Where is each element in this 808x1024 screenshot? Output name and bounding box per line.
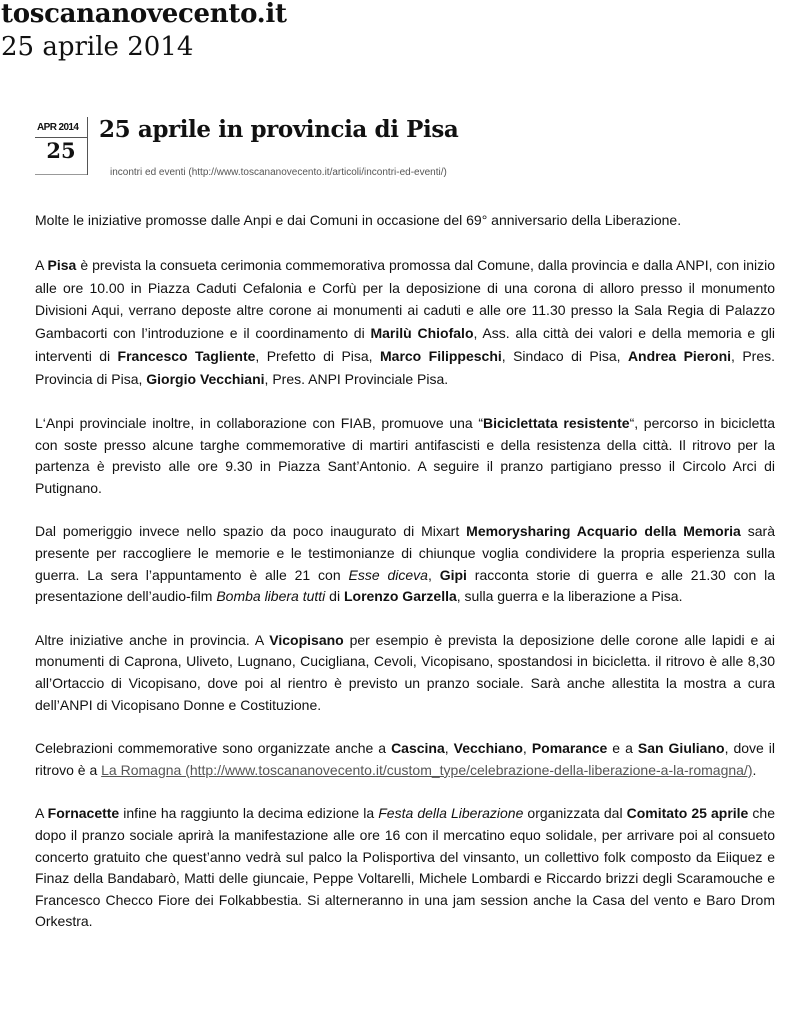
bold-text: Lorenzo Garzella <box>343 588 457 605</box>
paragraph-pisa <box>35 254 775 391</box>
italic-text: Esse diceva <box>348 566 428 583</box>
bold-text: Pisa <box>47 256 77 273</box>
badge-day: 25 <box>46 138 76 163</box>
text-run: , dove il ritrovo è a <box>35 740 776 778</box>
text-run: Altre iniziative anche in provincia. A <box>35 631 270 648</box>
article-link[interactable]: La Romagna (http://www.toscananovecento.it/custom_type/celebrazione-della-liberazione-a-la-romagna/) <box>101 761 753 778</box>
text-run: . <box>752 761 757 778</box>
text-run: è prevista la consueta cerimonia commemorativa promossa dal Comune, dalla provincia e dalla ANPI, con inizio alle ore 10.00 in Piazza Caduti Cefalonia e Corfù per la deposizione di una corona di alloro presso il monumento Divisioni Aqui, verrano deposte altre corone ai monumenti ai caduti e alle ore 11.30 presso la Sala Regia di Palazzo Gambacorti con l’introduzione e il coordinamento di <box>35 256 775 342</box>
paragraph-celebrazioni <box>35 738 775 781</box>
bold-text: Andrea Pieroni <box>627 348 732 365</box>
text-run: , Sindaco di Pisa, <box>501 348 628 365</box>
text-run: , Pres. Provincia di Pisa, <box>35 348 776 388</box>
bold-text: Gipi <box>439 566 467 583</box>
text-run: , Pres. ANPI Provinciale Pisa. <box>264 371 449 388</box>
text-run: Molte le iniziative promosse dalle Anpi e dai Comuni in occasione del 69° anniversario della Liberazione. <box>35 212 682 228</box>
italic-text: Festa della Liberazione <box>378 805 524 822</box>
italic-text: Bomba libera tutti <box>216 588 326 605</box>
paragraph-fornacette <box>35 803 775 933</box>
bold-text: Fornacette <box>47 805 120 822</box>
paragraph-vicopisano <box>35 630 775 716</box>
text-run: , Ass. alla città dei valori e della memoria e gli interventi di <box>35 325 775 365</box>
bold-text: Marco Filippeschi <box>380 348 502 365</box>
text-run: e a <box>607 740 638 757</box>
text-run: per esempio è prevista la deposizione delle corone alle lapidi e ai monumenti di Caprona, Uliveto, Lugnano, Cucigliana, Cevoli, Vicopisano, spostandosi in bicicletta. il ritrovo è alle 8,30 all’Ortaccio di Vicopisano, dove poi al rientro è previsto un pranzo sociale. Sarà anche allestita la mostra a cura dell’ANPI di Vicopisano Donne e Costituzione. <box>35 631 775 713</box>
text-run: di <box>325 588 344 605</box>
article-title: 25 aprile in provincia di Pisa <box>99 116 459 143</box>
bold-text: Vecchiano <box>453 740 523 757</box>
text-run: , <box>427 566 440 583</box>
text-run: che dopo il pranzo sociale aprirà la manifestazione alle ore 16 con il mercatino equo solidale, per arrivare poi al consueto concerto gratuito che quest’anno vedrà sul palco la Polisportiva del vinsanto, un collettivo folk composto da Eiiquez e Finaz della Bandabarò, Matti delle giuncaie, Peppe Voltarelli, Michele Lombardi e Riccardo brizzi degli Scaramouche e Francesco Checco Fiore dei Folkabbestia. Si alterneranno in una jam session anche la Casa del vento e Baro Drom Orkestra. <box>35 805 775 930</box>
bold-text: Giorgio Vecchiani <box>146 371 265 388</box>
article-category[interactable]: incontri ed eventi (http://www.toscananovecento.it/articoli/incontri-ed-eventi/) <box>110 167 447 178</box>
text-run: A <box>35 805 48 822</box>
bold-text: Marilù Chiofalo <box>370 325 474 342</box>
text-run: A <box>35 256 48 273</box>
text-run: infine ha raggiunto la decima edizione la <box>119 805 379 822</box>
bold-text: Francesco Tagliente <box>117 348 256 365</box>
text-run: , <box>444 740 454 757</box>
article-body <box>35 210 775 955</box>
bold-text: San Giuliano <box>637 740 725 757</box>
text-run: , sulla guerra e la liberazione a Pisa. <box>456 588 683 605</box>
text-run: racconta storie di guerra e alle 21.30 con la presentazione dell’audio-film <box>35 566 776 605</box>
paragraph-biciclettata <box>35 413 775 499</box>
date-badge <box>35 117 87 175</box>
badge-border-bottom <box>35 174 87 175</box>
text-run: Celebrazioni commemorative sono organizzate anche a <box>35 740 392 757</box>
bold-text: Pomarance <box>531 740 608 757</box>
site-name: toscananovecento.it <box>1 0 287 29</box>
text-run: , <box>522 740 532 757</box>
paragraph-intro <box>35 210 775 232</box>
text-run: Dal pomeriggio invece nello spazio da poco inaugurato di Mixart <box>35 523 467 540</box>
bold-text: Comitato 25 aprile <box>626 805 749 822</box>
text-run: , Prefetto di Pisa, <box>255 348 380 365</box>
text-run: sarà presente per raccogliere le memorie e le testimonianze di chiunque voglia condividere la propria esperienza sulla guerra. La sera l’appuntamento è alle 21 con <box>35 523 775 583</box>
text-run: L‘Anpi provinciale inoltre, in collaborazione con FIAB, promuove una “ <box>35 415 484 432</box>
paragraph-memorysharing <box>35 521 775 607</box>
badge-border-right <box>87 117 88 175</box>
badge-month: APR 2014 <box>37 122 79 133</box>
bold-text: Memorysharing Acquario della Memoria <box>466 523 741 540</box>
bold-text: Vicopisano <box>269 631 344 648</box>
bold-text: Cascina <box>391 740 445 757</box>
text-run: “, percorso in bicicletta con soste presso alcune targhe commemorative di martiri antifascisti e della resistenza della città. Il ritrovo per la partenza è previsto alle ore 9.30 in Piazza Sant’Antonio. A seguire il pranzo partigiano presso il Circolo Arci di Putignano. <box>35 415 775 496</box>
site-date: 25 aprile 2014 <box>1 32 194 62</box>
bold-text: Biciclettata resistente <box>483 415 630 432</box>
text-run: organizzata dal <box>523 805 627 822</box>
